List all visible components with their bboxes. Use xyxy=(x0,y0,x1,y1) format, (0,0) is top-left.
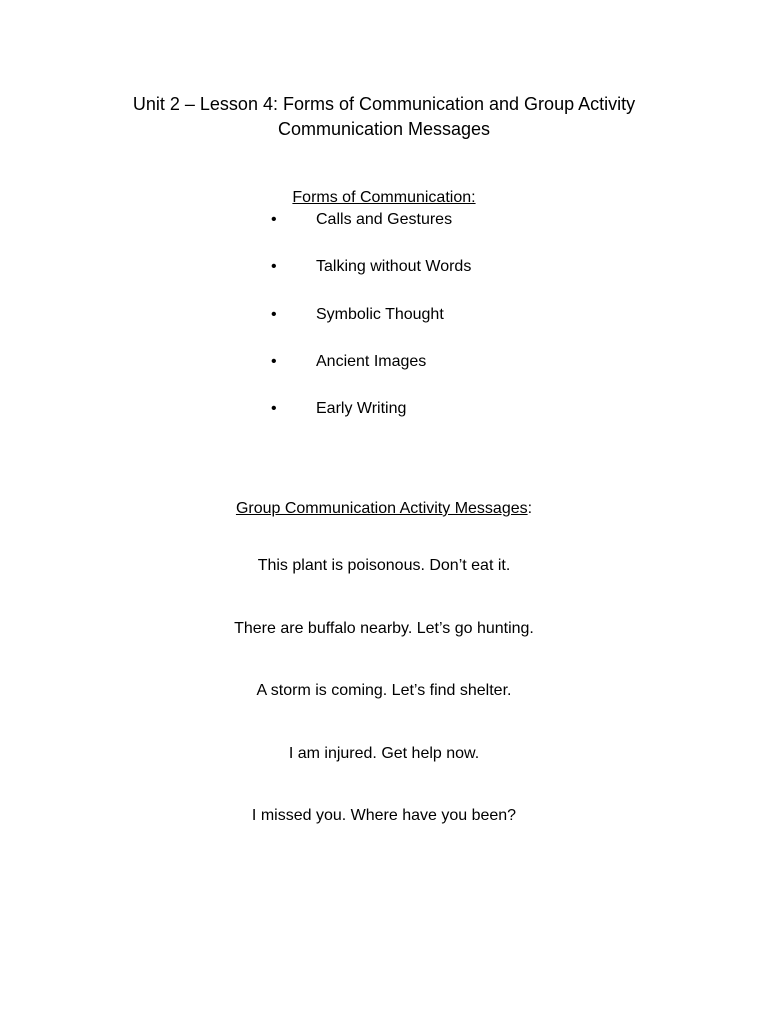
bullet-icon: • xyxy=(271,400,277,417)
message-line: I am injured. Get help now. xyxy=(288,744,480,762)
message-line: A storm is coming. Let’s find shelter. xyxy=(256,682,512,699)
bullet-icon: • xyxy=(271,211,277,228)
bullet-icon: • xyxy=(271,258,277,276)
group-messages-list xyxy=(0,556,768,869)
list-item-label: Early Writing xyxy=(316,400,407,417)
group-heading-text: Group Communication Activity Messages xyxy=(235,500,528,517)
message-line: I missed you. Where have you been? xyxy=(251,807,517,824)
list-item xyxy=(0,257,768,304)
list-item-label: Ancient Images xyxy=(316,352,427,370)
forms-of-communication-heading xyxy=(0,188,768,208)
forms-heading-text: Forms of Communication: xyxy=(292,189,476,206)
forms-of-communication-list xyxy=(0,210,768,446)
list-item-label: Calls and Gestures xyxy=(316,211,453,228)
bullet-icon: • xyxy=(271,305,277,323)
bullet-icon: • xyxy=(271,352,277,370)
list-item xyxy=(0,352,768,399)
title-line-1: Unit 2 – Lesson 4: Forms of Communication and Group Activity xyxy=(132,94,636,114)
message-line: This plant is poisonous. Don’t eat it. xyxy=(257,557,511,574)
list-item xyxy=(0,305,768,352)
list-item-label: Talking without Words xyxy=(316,258,472,276)
title-line-2: Communication Messages xyxy=(277,119,491,139)
group-activity-heading xyxy=(0,499,768,519)
list-item-label: Symbolic Thought xyxy=(316,305,444,323)
document-title xyxy=(0,92,768,142)
message-line: There are buffalo nearby. Let’s go hunting. xyxy=(234,619,534,637)
group-heading-colon: : xyxy=(527,500,533,517)
list-item xyxy=(0,210,768,257)
list-item xyxy=(0,399,768,446)
